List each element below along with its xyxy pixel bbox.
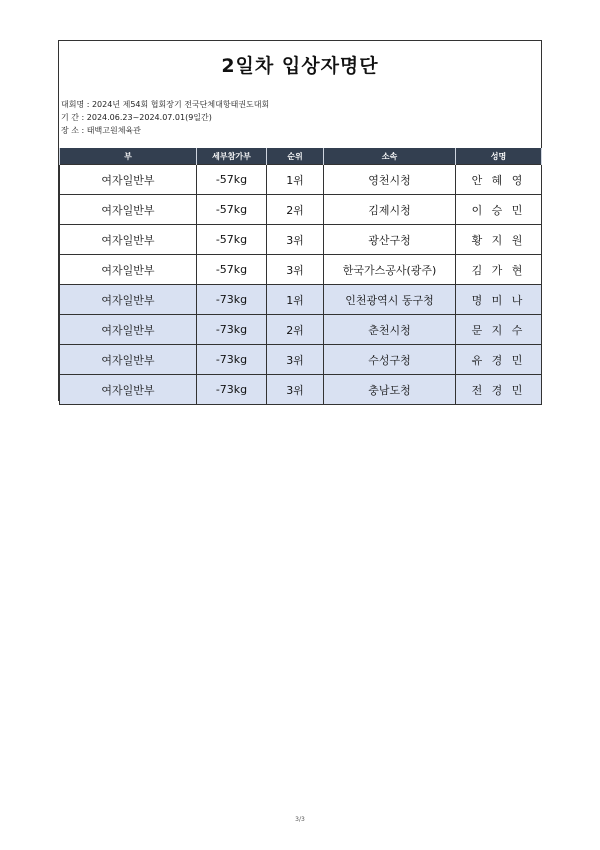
cell-division: 여자일반부 — [60, 255, 197, 285]
table-row — [60, 315, 542, 345]
cell-division: 여자일반부 — [60, 285, 197, 315]
page-title: 2일차 입상자명단 — [221, 55, 379, 77]
cell-name: 유 경 민 — [456, 345, 542, 375]
cell-rank: 1위 — [267, 285, 324, 315]
cell-affiliation: 김제시청 — [324, 195, 456, 225]
competition-venue: 장 소 : 태백고원체육관 — [61, 126, 141, 135]
cell-weight-class: -73kg — [197, 375, 267, 405]
cell-division: 여자일반부 — [60, 315, 197, 345]
cell-rank: 3위 — [267, 255, 324, 285]
cell-affiliation: 충남도청 — [324, 375, 456, 405]
page-number: 3/3 — [295, 816, 305, 823]
header-affiliation: 소속 — [324, 148, 456, 165]
cell-rank: 3위 — [267, 345, 324, 375]
competition-name: 대회명 : 2024년 제54회 협회장기 전국단체대항태권도대회 — [61, 100, 270, 109]
cell-name: 김 가 현 — [456, 255, 542, 285]
cell-affiliation: 수성구청 — [324, 345, 456, 375]
table-row — [60, 375, 542, 405]
cell-weight-class: -73kg — [197, 285, 267, 315]
table-row — [60, 255, 542, 285]
header-weight-class: 세부참가부 — [197, 148, 267, 165]
cell-rank: 1위 — [267, 165, 324, 195]
table-row — [60, 165, 542, 195]
cell-weight-class: -57kg — [197, 225, 267, 255]
cell-weight-class: -73kg — [197, 345, 267, 375]
cell-weight-class: -57kg — [197, 255, 267, 285]
cell-name: 전 경 민 — [456, 375, 542, 405]
competition-period: 기 간 : 2024.06.23~2024.07.01(9일간) — [61, 113, 212, 122]
cell-division: 여자일반부 — [60, 375, 197, 405]
cell-rank: 3위 — [267, 225, 324, 255]
cell-rank: 2위 — [267, 195, 324, 225]
cell-name: 안 혜 영 — [456, 165, 542, 195]
cell-name: 이 승 민 — [456, 195, 542, 225]
cell-division: 여자일반부 — [60, 345, 197, 375]
document-sheet — [58, 40, 542, 401]
header-name: 성명 — [456, 148, 542, 165]
cell-name: 문 지 수 — [456, 315, 542, 345]
table-row — [60, 195, 542, 225]
cell-division: 여자일반부 — [60, 195, 197, 225]
cell-affiliation: 한국가스공사(광주) — [324, 255, 456, 285]
cell-name: 명 미 나 — [456, 285, 542, 315]
cell-name: 황 지 원 — [456, 225, 542, 255]
cell-weight-class: -57kg — [197, 165, 267, 195]
cell-affiliation: 영천시청 — [324, 165, 456, 195]
cell-weight-class: -57kg — [197, 195, 267, 225]
table-row — [60, 225, 542, 255]
cell-affiliation: 춘천시청 — [324, 315, 456, 345]
table-row — [60, 285, 542, 315]
cell-division: 여자일반부 — [60, 165, 197, 195]
header-rank: 순위 — [267, 148, 324, 165]
cell-weight-class: -73kg — [197, 315, 267, 345]
cell-affiliation: 인천광역시 동구청 — [324, 285, 456, 315]
header-division: 부 — [60, 148, 197, 165]
cell-division: 여자일반부 — [60, 225, 197, 255]
cell-rank: 2위 — [267, 315, 324, 345]
cell-rank: 3위 — [267, 375, 324, 405]
competition-info — [61, 98, 269, 137]
table-row — [60, 345, 542, 375]
winners-table — [59, 148, 542, 405]
table-header-row — [60, 148, 542, 165]
cell-affiliation: 광산구청 — [324, 225, 456, 255]
